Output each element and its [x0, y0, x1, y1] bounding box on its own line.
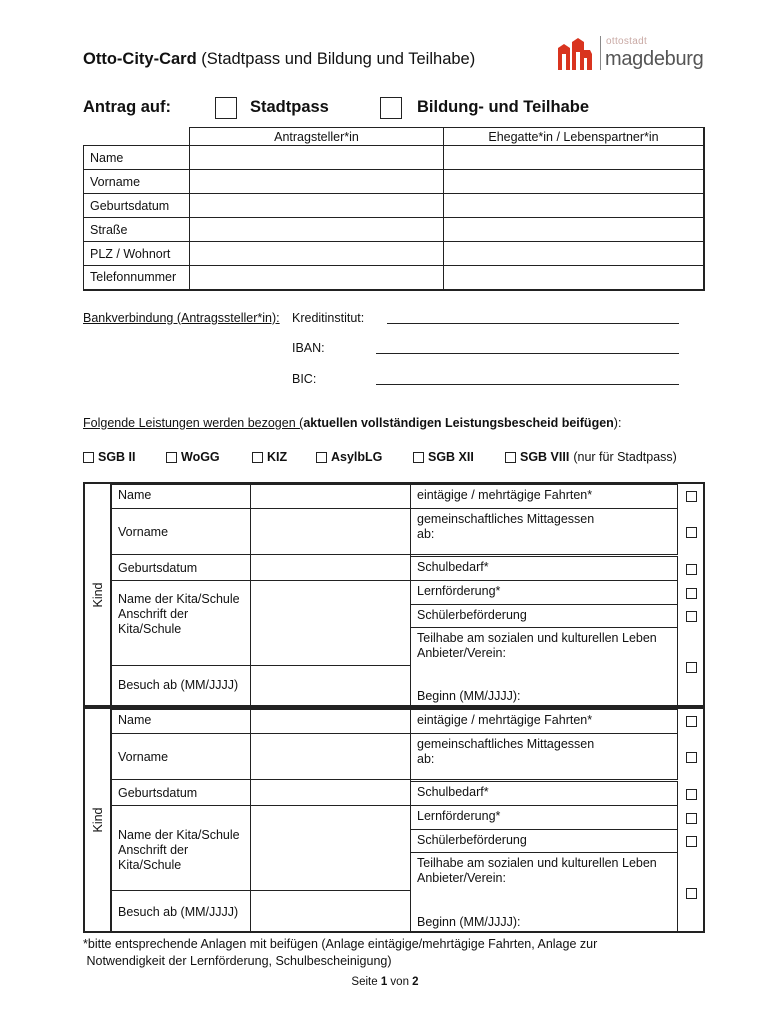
kind2-fahrten-label: eintägige / mehrtägige Fahrten*: [410, 709, 678, 734]
page-total: 2: [412, 976, 419, 988]
kind1-mittag-line2: ab:: [417, 527, 435, 541]
stadtpass-checkbox[interactable]: [215, 97, 237, 119]
kind2-befoerderung-checkbox[interactable]: [686, 836, 697, 847]
wogg-label: WoGG: [181, 450, 220, 464]
kind2-teilhabe-checkbox[interactable]: [686, 888, 697, 899]
kind1-befoerderung-checkbox[interactable]: [686, 611, 697, 622]
iban-input[interactable]: [376, 353, 679, 354]
kind2-schulbedarf-label: Schulbedarf*: [410, 781, 678, 806]
kind1-schule-line2: Anschrift der: [118, 607, 189, 621]
kind2-schule-label: [111, 805, 251, 891]
kind1-mittag-checkbox[interactable]: [686, 527, 697, 538]
kind1-schule-line1: Name der Kita/Schule: [118, 592, 240, 606]
ehegatte-plz-field[interactable]: [444, 242, 705, 266]
kind2-schule-field[interactable]: [250, 805, 411, 891]
sgb2-checkbox[interactable]: [83, 452, 94, 463]
antragsteller-plz-field[interactable]: [190, 242, 444, 266]
bic-label: BIC:: [292, 372, 317, 386]
kind2-vorname-label: Vorname: [111, 733, 251, 780]
kind1-lern-checkbox[interactable]: [686, 588, 697, 599]
antragsteller-geburtsdatum-field[interactable]: [190, 194, 444, 218]
sgb12-checkbox[interactable]: [413, 452, 424, 463]
sgb2-label: SGB II: [98, 450, 136, 464]
row-label-geburtsdatum: Geburtsdatum: [84, 194, 190, 218]
but-checkbox[interactable]: [380, 97, 402, 119]
kind2-mittag-checkbox[interactable]: [686, 752, 697, 763]
logo-sub: ottostadt: [606, 36, 648, 47]
kind2-schule-line3: Kita/Schule: [118, 858, 182, 872]
title-rest: (Stadtpass und Bildung und Teilhabe): [196, 50, 476, 68]
leistungen-text-bold: aktuellen vollständigen Leistungsbescheid beifügen: [303, 416, 614, 430]
title-bold: Otto-City-Card: [83, 50, 197, 68]
kind2-name-field[interactable]: [250, 709, 411, 734]
kind1-teilhabe-line1: Teilhabe am sozialen und kulturellen Leben: [417, 631, 657, 645]
kind2-besuch-label: Besuch ab (MM/JJJJ): [111, 890, 251, 931]
kind2-befoerderung-label: Schülerbeförderung: [410, 829, 678, 853]
stadtpass-label: Stadtpass: [250, 98, 329, 116]
kind1-mittag-line1: gemeinschaftliches Mittagessen: [417, 512, 595, 526]
kind2-vorname-field[interactable]: [250, 733, 411, 780]
logo-divider: [600, 36, 601, 70]
iban-label: IBAN:: [292, 341, 325, 355]
kind1-schule-label: [111, 580, 251, 666]
logo-main: magdeburg: [605, 48, 704, 70]
leistungen-text-end: ):: [613, 416, 622, 430]
header-antragsteller: Antragsteller*in: [190, 128, 444, 146]
kind2-teilhabe-label: [410, 852, 678, 931]
kind1-name-field[interactable]: [250, 484, 411, 509]
kind2-fahrten-checkbox[interactable]: [686, 716, 697, 727]
kind1-teilhabe-label: [410, 627, 678, 705]
kind2-schule-line1: Name der Kita/Schule: [118, 828, 240, 842]
table-row: [84, 218, 705, 242]
row-label-plz: PLZ / Wohnort: [84, 242, 190, 266]
logo-mark-icon: [556, 34, 596, 74]
ehegatte-name-field[interactable]: [444, 146, 705, 170]
kind1-geburtsdatum-field[interactable]: [250, 554, 411, 581]
kind2-mittag-label: [410, 733, 678, 780]
header-ehegatte: Ehegatte*in / Lebenspartner*in: [444, 128, 705, 146]
kind2-lern-label: Lernförderung*: [410, 805, 678, 830]
kind1-lern-label: Lernförderung*: [410, 580, 678, 605]
kind1-vorname-label: Vorname: [111, 508, 251, 555]
sgb12-label: SGB XII: [428, 450, 474, 464]
antragsteller-telefon-field[interactable]: [190, 266, 444, 290]
kind2-geburtsdatum-field[interactable]: [250, 779, 411, 806]
kind1-geburtsdatum-label: Geburtsdatum: [111, 554, 251, 581]
kind2-besuch-field[interactable]: [250, 890, 411, 931]
ehegatte-vorname-field[interactable]: [444, 170, 705, 194]
wogg-checkbox[interactable]: [166, 452, 177, 463]
but-label: Bildung- und Teilhabe: [417, 98, 590, 116]
kind1-beginn-label: Beginn (MM/JJJJ):: [417, 689, 521, 703]
kind-block-1: [83, 482, 705, 707]
magdeburg-logo: [556, 30, 706, 78]
kind2-schule-line2: Anschrift der: [118, 843, 189, 857]
kind-label: Kind: [91, 581, 105, 608]
kind1-schulbedarf-label: Schulbedarf*: [410, 556, 678, 581]
antragsteller-strasse-field[interactable]: [190, 218, 444, 242]
kind1-besuch-field[interactable]: [250, 665, 411, 705]
kind1-besuch-label: Besuch ab (MM/JJJJ): [111, 665, 251, 705]
footnote-line1: *bitte entsprechende Anlagen mit beifügen (Anlage eintägige/mehrtägige Fahrten, Anlage zur: [83, 937, 598, 951]
sgb8-checkbox[interactable]: [505, 452, 516, 463]
leistungen-text-1: Folgende Leistungen werden bezogen (: [83, 416, 304, 430]
row-label-strasse: Straße: [84, 218, 190, 242]
document-title: [83, 50, 475, 69]
kind1-vorname-field[interactable]: [250, 508, 411, 555]
kind2-geburtsdatum-label: Geburtsdatum: [111, 779, 251, 806]
sgb8-label: SGB VIII: [520, 450, 570, 464]
asylblg-option[interactable]: [316, 450, 382, 464]
ehegatte-strasse-field[interactable]: [444, 218, 705, 242]
sgb8-note: (nur für Stadtpass): [573, 450, 677, 464]
row-label-vorname: Vorname: [84, 170, 190, 194]
table-row: [84, 146, 705, 170]
applicant-table: [83, 127, 705, 291]
kind2-name-label: Name: [111, 709, 251, 734]
ehegatte-geburtsdatum-field[interactable]: [444, 194, 705, 218]
asylblg-label: AsylbLG: [331, 450, 383, 464]
footnote: [83, 936, 597, 970]
header-blank: [84, 128, 190, 146]
kind1-name-label: Name: [111, 484, 251, 509]
page-number: [0, 976, 770, 988]
kreditinstitut-input[interactable]: [387, 323, 679, 324]
kind-block-2: [83, 707, 705, 933]
kind1-schulbedarf-checkbox[interactable]: [686, 564, 697, 575]
kind1-mittag-label: [410, 508, 678, 555]
table-row: [84, 194, 705, 218]
footnote-line2: Notwendigkeit der Lernförderung, Schulbescheinigung): [83, 954, 392, 968]
kiz-checkbox[interactable]: [252, 452, 263, 463]
kind1-teilhabe-line2: Anbieter/Verein:: [417, 646, 506, 660]
kind2-mittag-line2: ab:: [417, 752, 435, 766]
kind1-fahrten-label: eintägige / mehrtägige Fahrten*: [410, 484, 678, 509]
kiz-label: KIZ: [267, 450, 288, 464]
row-label-telefon: Telefonnummer: [84, 266, 190, 290]
kind1-schule-line3: Kita/Schule: [118, 622, 182, 636]
table-row: [84, 170, 705, 194]
table-row: [84, 266, 705, 290]
kind1-teilhabe-checkbox[interactable]: [686, 662, 697, 673]
kiz-option[interactable]: [252, 450, 287, 464]
kind1-schule-field[interactable]: [250, 580, 411, 666]
table-header-row: [84, 128, 705, 146]
table-row: [84, 242, 705, 266]
antragsteller-vorname-field[interactable]: [190, 170, 444, 194]
bic-input[interactable]: [376, 384, 679, 385]
sgb8-option[interactable]: [505, 450, 677, 464]
asylblg-checkbox[interactable]: [316, 452, 327, 463]
sgb12-option[interactable]: [413, 450, 474, 464]
antragsteller-name-field[interactable]: [190, 146, 444, 170]
kind2-beginn-label: Beginn (MM/JJJJ):: [417, 915, 521, 929]
bank-label: [83, 311, 280, 325]
kreditinstitut-label: Kreditinstitut:: [292, 311, 365, 325]
ehegatte-telefon-field[interactable]: [444, 266, 705, 290]
kind1-befoerderung-label: Schülerbeförderung: [410, 604, 678, 628]
leistungen-text: [83, 416, 621, 430]
kind2-lern-checkbox[interactable]: [686, 813, 697, 824]
kind-label: Kind: [91, 807, 105, 833]
kind2-teilhabe-line2: Anbieter/Verein:: [417, 871, 506, 885]
bank-label-text: Bankverbindung (Antragssteller*in):: [83, 311, 280, 325]
row-label-name: Name: [84, 146, 190, 170]
page-current: 1: [380, 976, 388, 988]
page-prefix: Seite: [351, 976, 381, 988]
page-mid: von: [387, 976, 413, 988]
kind2-teilhabe-line1: Teilhabe am sozialen und kulturellen Leben: [417, 856, 657, 870]
kind2-schulbedarf-checkbox[interactable]: [686, 789, 697, 800]
kind-label-cell: [85, 709, 111, 931]
wogg-option[interactable]: [166, 450, 220, 464]
sgb2-option[interactable]: [83, 450, 136, 464]
kind1-fahrten-checkbox[interactable]: [686, 491, 697, 502]
antrag-label: Antrag auf:: [83, 98, 171, 116]
kind2-mittag-line1: gemeinschaftliches Mittagessen: [417, 737, 595, 751]
kind-label-cell: [85, 484, 111, 705]
